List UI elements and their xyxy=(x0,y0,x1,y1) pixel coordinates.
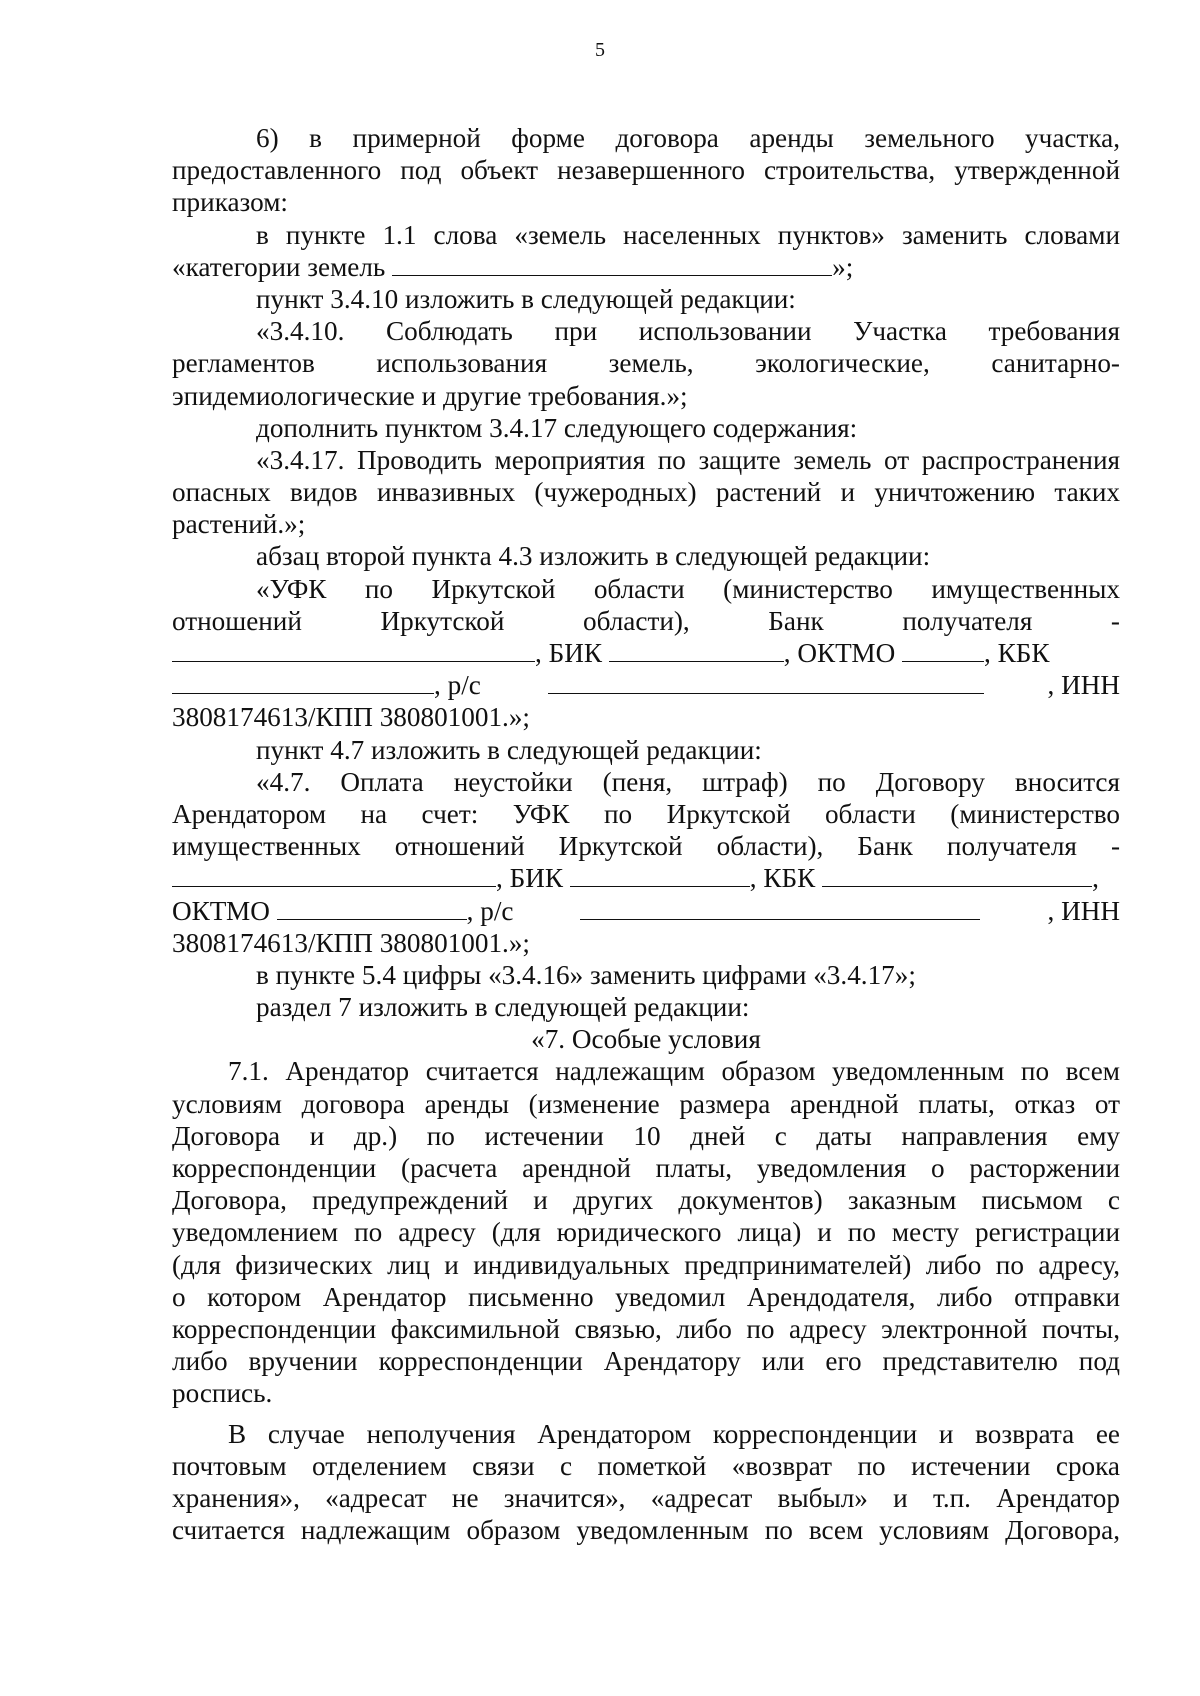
section-heading: «7. Особые условия xyxy=(531,1024,761,1055)
text-line: регламентов использования земель, экологические, санитарно- xyxy=(172,348,1120,379)
text-line: считается надлежащим образом уведомленным по всем условиям Договора, xyxy=(172,1515,1120,1546)
text-line: «3.4.17. Проводить мероприятия по защите земель от распространения xyxy=(256,444,1120,475)
text-line xyxy=(172,669,1120,701)
text-line: уведомлением по адресу (для юридического лица) и по месту регистрации xyxy=(172,1217,1120,1248)
text-line: либо вручении корреспонденции Арендатору или его представителю под xyxy=(172,1346,1120,1377)
text-fragment: »; xyxy=(832,251,854,282)
fill-in-blank xyxy=(172,862,496,887)
text-line: «3.4.10. Соблюдать при использовании Участка требования xyxy=(256,316,1120,347)
text-line xyxy=(172,637,1120,669)
text-fragment: , р/с xyxy=(434,670,481,701)
page-number: 5 xyxy=(595,39,605,61)
text-line: 3808174613/КПП 380801001.»; xyxy=(172,927,530,958)
text-fragment: , ИНН xyxy=(1047,895,1120,926)
text-line: о котором Арендатор письменно уведомил Арендодателя, либо отправки xyxy=(172,1281,1120,1312)
text-line: раздел 7 изложить в следующей редакции: xyxy=(256,992,750,1023)
text-line: абзац второй пункта 4.3 изложить в следующей редакции: xyxy=(256,541,931,572)
fill-in-blank xyxy=(548,669,984,694)
text-line xyxy=(172,895,1120,927)
text-fragment: , р/с xyxy=(466,895,514,926)
text-line: корреспонденции факсимильной связью, либо по адресу электронной почты, xyxy=(172,1313,1120,1344)
text-line: Договора, предупреждений и других документов) заказным письмом с xyxy=(172,1185,1120,1216)
text-line: приказом: xyxy=(172,187,288,218)
text-line: в пункте 5.4 цифры «3.4.16» заменить цифрами «3.4.17»; xyxy=(256,959,916,990)
text-line: хранения», «адресат не значится», «адресат выбыл» и т.п. Арендатор xyxy=(172,1482,1120,1513)
text-line: 6) в примерной форме договора аренды земельного участка, xyxy=(256,123,1120,153)
text-line: опасных видов инвазивных (чужеродных) растений и уничтожению таких xyxy=(172,477,1120,508)
text-line: пункт 3.4.10 изложить в следующей редакции: xyxy=(256,283,796,314)
text-line: пункт 4.7 изложить в следующей редакции: xyxy=(256,734,762,765)
text-line: условиям договора аренды (изменение размера арендной платы, отказ от xyxy=(172,1088,1120,1119)
text-fragment: , ИНН xyxy=(1047,670,1120,701)
text-fragment: , КБК xyxy=(749,863,816,894)
text-line: эпидемиологические и другие требования.»; xyxy=(172,380,688,411)
text-fragment: , xyxy=(1092,863,1099,894)
fill-in-blank xyxy=(902,637,984,662)
text-line: «УФК по Иркутской области (министерство имущественных xyxy=(256,573,1120,604)
text-line: растений.»; xyxy=(172,509,306,540)
text-line: «4.7. Оплата неустойки (пеня, штраф) по Договору вносится xyxy=(256,766,1120,797)
text-line xyxy=(172,862,1120,894)
text-line: отношений Иркутской области), Банк получателя - xyxy=(172,605,1120,636)
fill-in-blank xyxy=(277,895,467,920)
text-line: корреспонденции (расчета арендной платы, уведомления о расторжении xyxy=(172,1153,1120,1183)
text-line: предоставленного под объект незавершенного строительства, утвержденной xyxy=(172,155,1120,186)
text-line: в пункте 1.1 слова «земель населенных пунктов» заменить словами xyxy=(256,219,1120,250)
text-fragment: , БИК xyxy=(535,638,602,668)
fill-in-blank xyxy=(822,862,1092,887)
text-fragment: , БИК xyxy=(496,863,563,894)
text-line: почтовым отделением связи с пометкой «возврат по истечении срока xyxy=(172,1450,1120,1481)
fill-in-blank xyxy=(172,637,535,662)
text-line: 7.1. Арендатор считается надлежащим образом уведомленным по всем xyxy=(228,1056,1120,1087)
text-line: В случае неполучения Арендатором корреспонденции и возврата ее xyxy=(228,1418,1120,1449)
paragraph-gap xyxy=(172,1410,1120,1418)
text-line: Арендатором на счет: УФК по Иркутской области (министерство xyxy=(172,798,1120,829)
text-fragment: , ОКТМО xyxy=(783,638,896,668)
fill-in-blank xyxy=(172,669,434,694)
document-body xyxy=(172,122,1120,1546)
text-line: 3808174613/КПП 380801001.»; xyxy=(172,702,530,733)
text-line: роспись. xyxy=(172,1378,273,1409)
text-fragment: , КБК xyxy=(984,638,1050,668)
text-line: дополнить пунктом 3.4.17 следующего содержания: xyxy=(256,412,858,443)
fill-in-blank xyxy=(609,637,784,662)
text-line: имущественных отношений Иркутской области), Банк получателя - xyxy=(172,831,1120,862)
fill-in-blank xyxy=(580,895,980,920)
text-line xyxy=(172,251,1120,283)
text-line: (для физических лиц и индивидуальных предпринимателей) либо по адресу, xyxy=(172,1249,1120,1280)
text-fragment: «категории земель xyxy=(172,251,386,282)
fill-in-blank xyxy=(570,862,750,887)
text-fragment: ОКТМО xyxy=(172,895,270,926)
text-line: Договора и др.) по истечении 10 дней с даты направления ему xyxy=(172,1120,1120,1151)
fill-in-blank xyxy=(392,251,832,276)
